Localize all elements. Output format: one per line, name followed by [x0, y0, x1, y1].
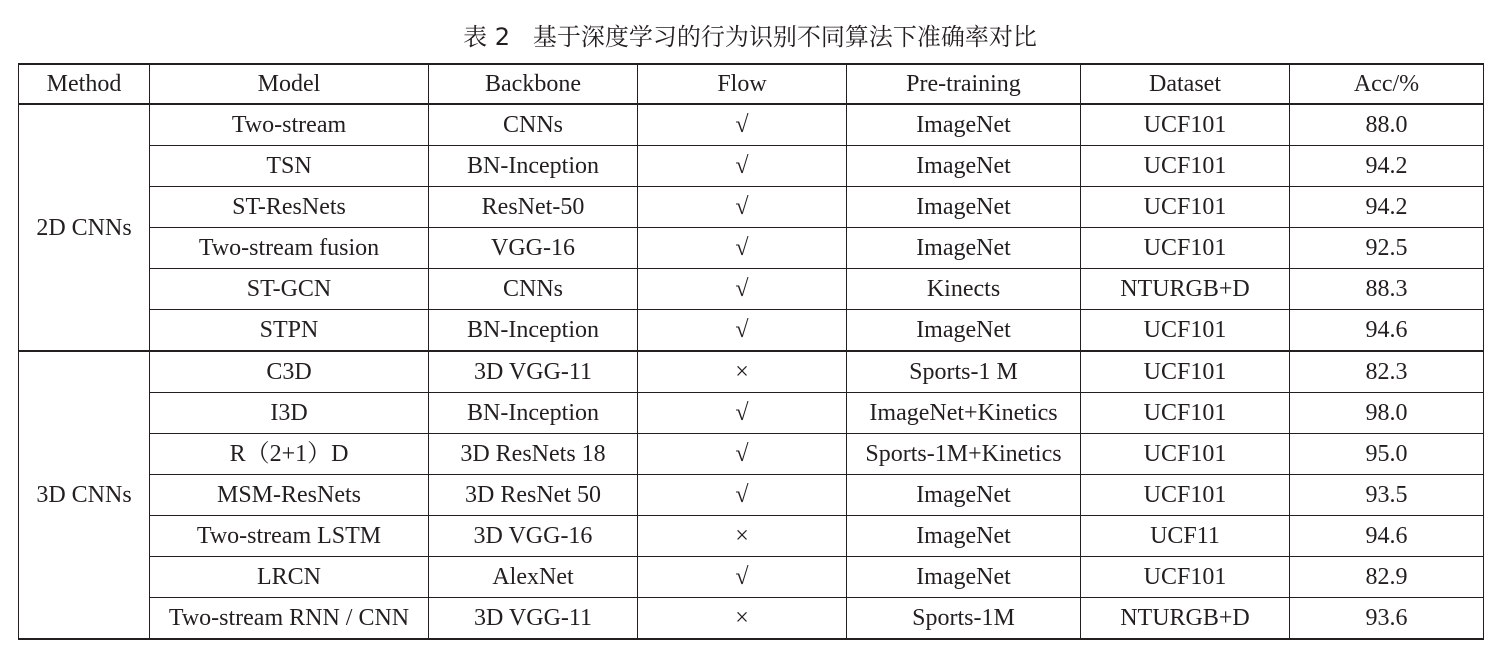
model-cell: MSM-ResNets	[150, 475, 429, 516]
backbone-cell: VGG-16	[429, 228, 638, 269]
pretraining-cell: ImageNet	[847, 310, 1081, 352]
accuracy-cell: 93.6	[1290, 598, 1484, 640]
pretraining-cell: ImageNet	[847, 187, 1081, 228]
flow-cell: √	[638, 187, 847, 228]
flow-cell: √	[638, 557, 847, 598]
table-row	[19, 269, 1484, 310]
accuracy-cell: 88.3	[1290, 269, 1484, 310]
dataset-cell: UCF101	[1081, 475, 1290, 516]
table-row	[19, 104, 1484, 146]
header-row	[19, 64, 1484, 104]
backbone-cell: BN-Inception	[429, 310, 638, 352]
accuracy-cell: 95.0	[1290, 434, 1484, 475]
accuracy-comparison-table	[18, 63, 1484, 640]
pretraining-cell: ImageNet	[847, 475, 1081, 516]
dataset-cell: UCF11	[1081, 516, 1290, 557]
model-cell: LRCN	[150, 557, 429, 598]
column-header-accuracy: Acc/%	[1290, 64, 1484, 104]
model-cell: R（2+1）D	[150, 434, 429, 475]
method-cell: 3D CNNs	[19, 351, 150, 639]
dataset-cell: UCF101	[1081, 228, 1290, 269]
model-cell: STPN	[150, 310, 429, 352]
pretraining-cell: Kinects	[847, 269, 1081, 310]
accuracy-cell: 82.9	[1290, 557, 1484, 598]
flow-cell: √	[638, 104, 847, 146]
pretraining-cell: ImageNet	[847, 146, 1081, 187]
accuracy-cell: 88.0	[1290, 104, 1484, 146]
accuracy-cell: 94.6	[1290, 310, 1484, 352]
model-cell: C3D	[150, 351, 429, 393]
model-cell: Two-stream RNN / CNN	[150, 598, 429, 640]
dataset-cell: NTURGB+D	[1081, 598, 1290, 640]
pretraining-cell: Sports-1M	[847, 598, 1081, 640]
model-cell: Two-stream fusion	[150, 228, 429, 269]
table-caption: 表 2 基于深度学习的行为识别不同算法下准确率对比	[463, 23, 1037, 51]
backbone-cell: BN-Inception	[429, 146, 638, 187]
flow-cell: ×	[638, 516, 847, 557]
backbone-cell: 3D VGG-16	[429, 516, 638, 557]
backbone-cell: ResNet-50	[429, 187, 638, 228]
dataset-cell: UCF101	[1081, 187, 1290, 228]
dataset-cell: NTURGB+D	[1081, 269, 1290, 310]
column-header-pre-training: Pre-training	[847, 64, 1081, 104]
pretraining-cell: Sports-1 M	[847, 351, 1081, 393]
backbone-cell: AlexNet	[429, 557, 638, 598]
table-row	[19, 146, 1484, 187]
table-row	[19, 187, 1484, 228]
accuracy-cell: 94.2	[1290, 187, 1484, 228]
backbone-cell: 3D ResNet 50	[429, 475, 638, 516]
pretraining-cell: ImageNet+Kinetics	[847, 393, 1081, 434]
column-header-backbone: Backbone	[429, 64, 638, 104]
pretraining-cell: Sports-1M+Kinetics	[847, 434, 1081, 475]
backbone-cell: BN-Inception	[429, 393, 638, 434]
backbone-cell: 3D VGG-11	[429, 351, 638, 393]
table-row	[19, 557, 1484, 598]
model-cell: ST-GCN	[150, 269, 429, 310]
backbone-cell: 3D VGG-11	[429, 598, 638, 640]
pretraining-cell: ImageNet	[847, 104, 1081, 146]
flow-cell: √	[638, 310, 847, 352]
column-header-dataset: Dataset	[1081, 64, 1290, 104]
flow-cell: ×	[638, 598, 847, 640]
accuracy-cell: 94.2	[1290, 146, 1484, 187]
dataset-cell: UCF101	[1081, 351, 1290, 393]
flow-cell: √	[638, 475, 847, 516]
table-row	[19, 310, 1484, 352]
flow-cell: √	[638, 146, 847, 187]
table-row	[19, 475, 1484, 516]
backbone-cell: CNNs	[429, 104, 638, 146]
dataset-cell: UCF101	[1081, 146, 1290, 187]
pretraining-cell: ImageNet	[847, 557, 1081, 598]
model-cell: TSN	[150, 146, 429, 187]
table-row	[19, 351, 1484, 393]
table-row	[19, 228, 1484, 269]
column-header-model: Model	[150, 64, 429, 104]
dataset-cell: UCF101	[1081, 557, 1290, 598]
backbone-cell: 3D ResNets 18	[429, 434, 638, 475]
column-header-flow: Flow	[638, 64, 847, 104]
group-3d-cnns	[19, 351, 1484, 639]
dataset-cell: UCF101	[1081, 434, 1290, 475]
dataset-cell: UCF101	[1081, 104, 1290, 146]
table-row	[19, 598, 1484, 640]
accuracy-cell: 82.3	[1290, 351, 1484, 393]
flow-cell: ×	[638, 351, 847, 393]
table-row	[19, 516, 1484, 557]
method-cell: 2D CNNs	[19, 104, 150, 351]
pretraining-cell: ImageNet	[847, 228, 1081, 269]
flow-cell: √	[638, 434, 847, 475]
accuracy-cell: 94.6	[1290, 516, 1484, 557]
accuracy-cell: 92.5	[1290, 228, 1484, 269]
group-2d-cnns	[19, 104, 1484, 351]
table-row	[19, 393, 1484, 434]
dataset-cell: UCF101	[1081, 310, 1290, 352]
model-cell: Two-stream LSTM	[150, 516, 429, 557]
column-header-method: Method	[19, 64, 150, 104]
model-cell: ST-ResNets	[150, 187, 429, 228]
model-cell: I3D	[150, 393, 429, 434]
flow-cell: √	[638, 228, 847, 269]
table-row	[19, 434, 1484, 475]
model-cell: Two-stream	[150, 104, 429, 146]
dataset-cell: UCF101	[1081, 393, 1290, 434]
accuracy-cell: 98.0	[1290, 393, 1484, 434]
flow-cell: √	[638, 269, 847, 310]
backbone-cell: CNNs	[429, 269, 638, 310]
flow-cell: √	[638, 393, 847, 434]
accuracy-cell: 93.5	[1290, 475, 1484, 516]
pretraining-cell: ImageNet	[847, 516, 1081, 557]
